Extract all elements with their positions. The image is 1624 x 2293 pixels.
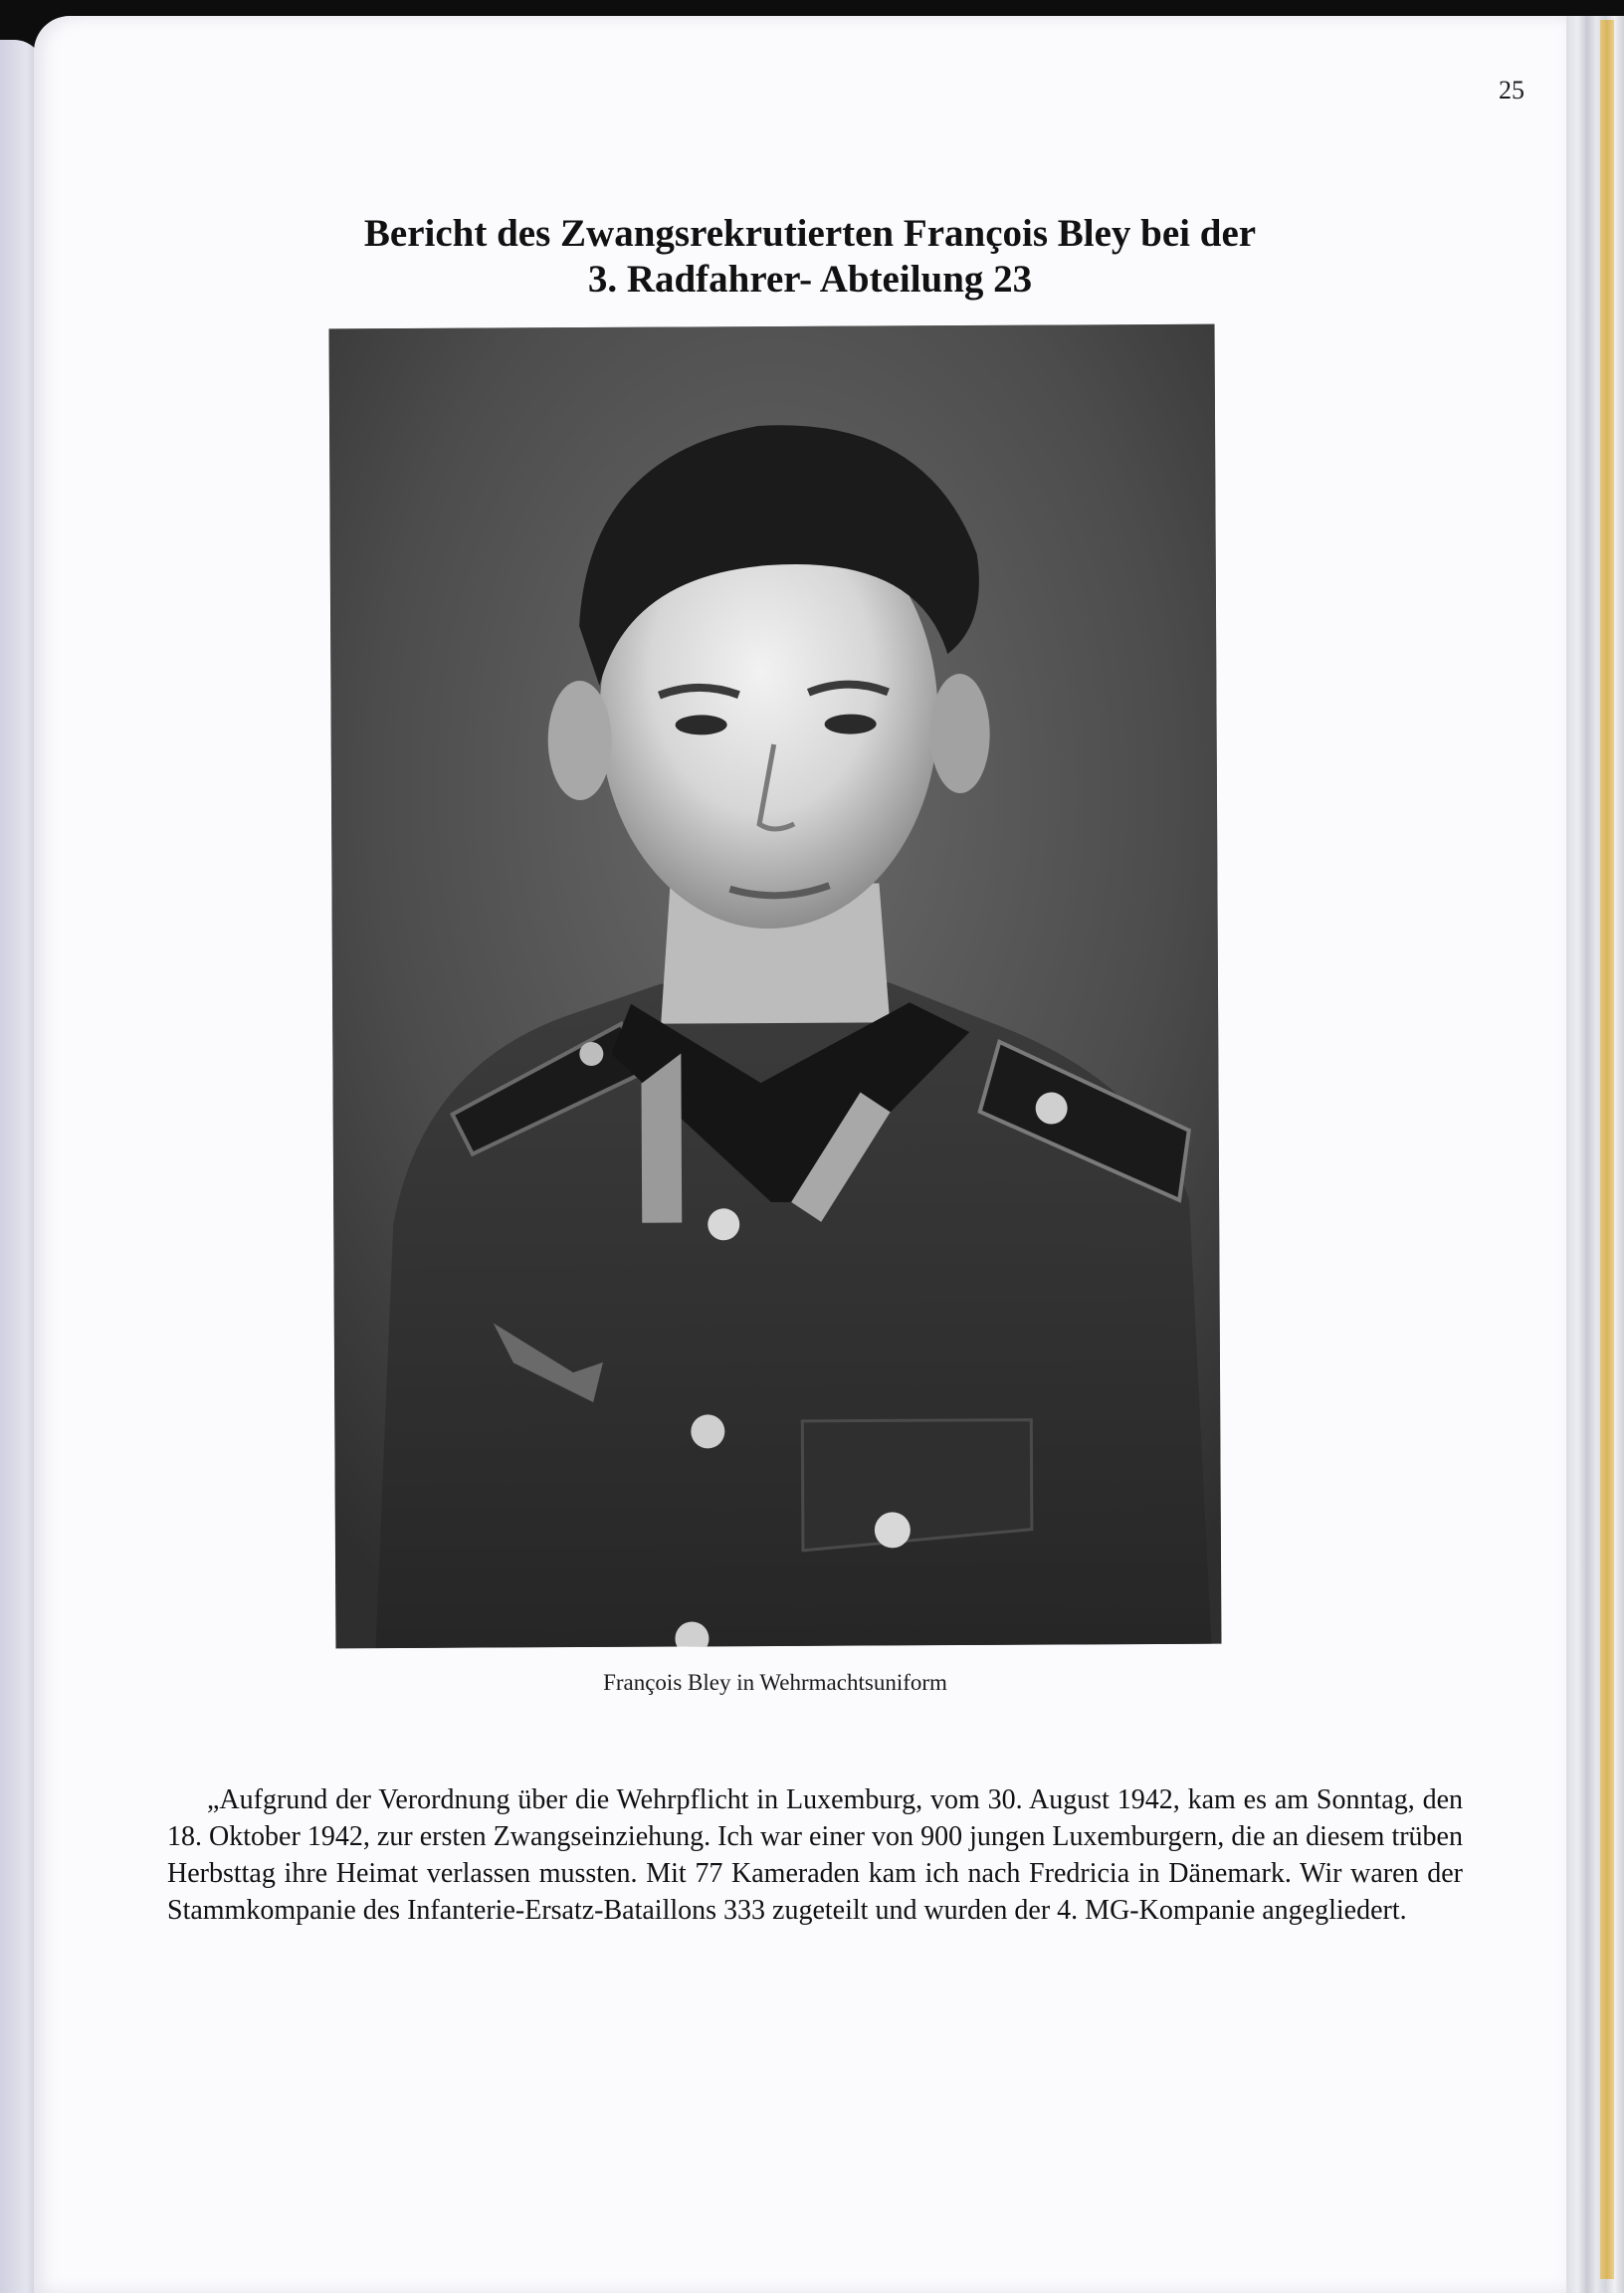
right-page-stack-yellow [1600,20,1614,2279]
photo-caption: François Bley in Wehrmachtsuniform [603,1670,947,1695]
body-paragraph [167,1781,1463,1929]
body-paragraph-text: „Aufgrund der Verordnung über die Wehrpflicht in Luxemburg, vom 30. August 1942, kam es am Sonntag, den 18. Oktober 1942, zur ersten Zwangseinziehung. Ich war einer von 900 jungen Luxemburgern, die an diesem trüben Herbsttag ihre Heimat verlassen mussten. Mit 77 Kameraden kam ich nach Fredricia in Dänemark. Wir waren der Stammkompanie des Infanterie-Ersatz-Bataillons 333 zugeteilt und wurden der 4. MG-Kompanie angegliedert. [167,1784,1463,1926]
book-page [34,16,1566,2293]
portrait-photo [329,324,1222,1649]
right-page-stack [1562,16,1624,2293]
title-line-1: Bericht des Zwangsrekrutierten François Bley bei der [363,212,1257,255]
page-title [193,211,1427,303]
title-line-2: 3. Radfahrer- Abteilung 23 [587,258,1033,301]
page-number: 25 [1499,76,1524,104]
